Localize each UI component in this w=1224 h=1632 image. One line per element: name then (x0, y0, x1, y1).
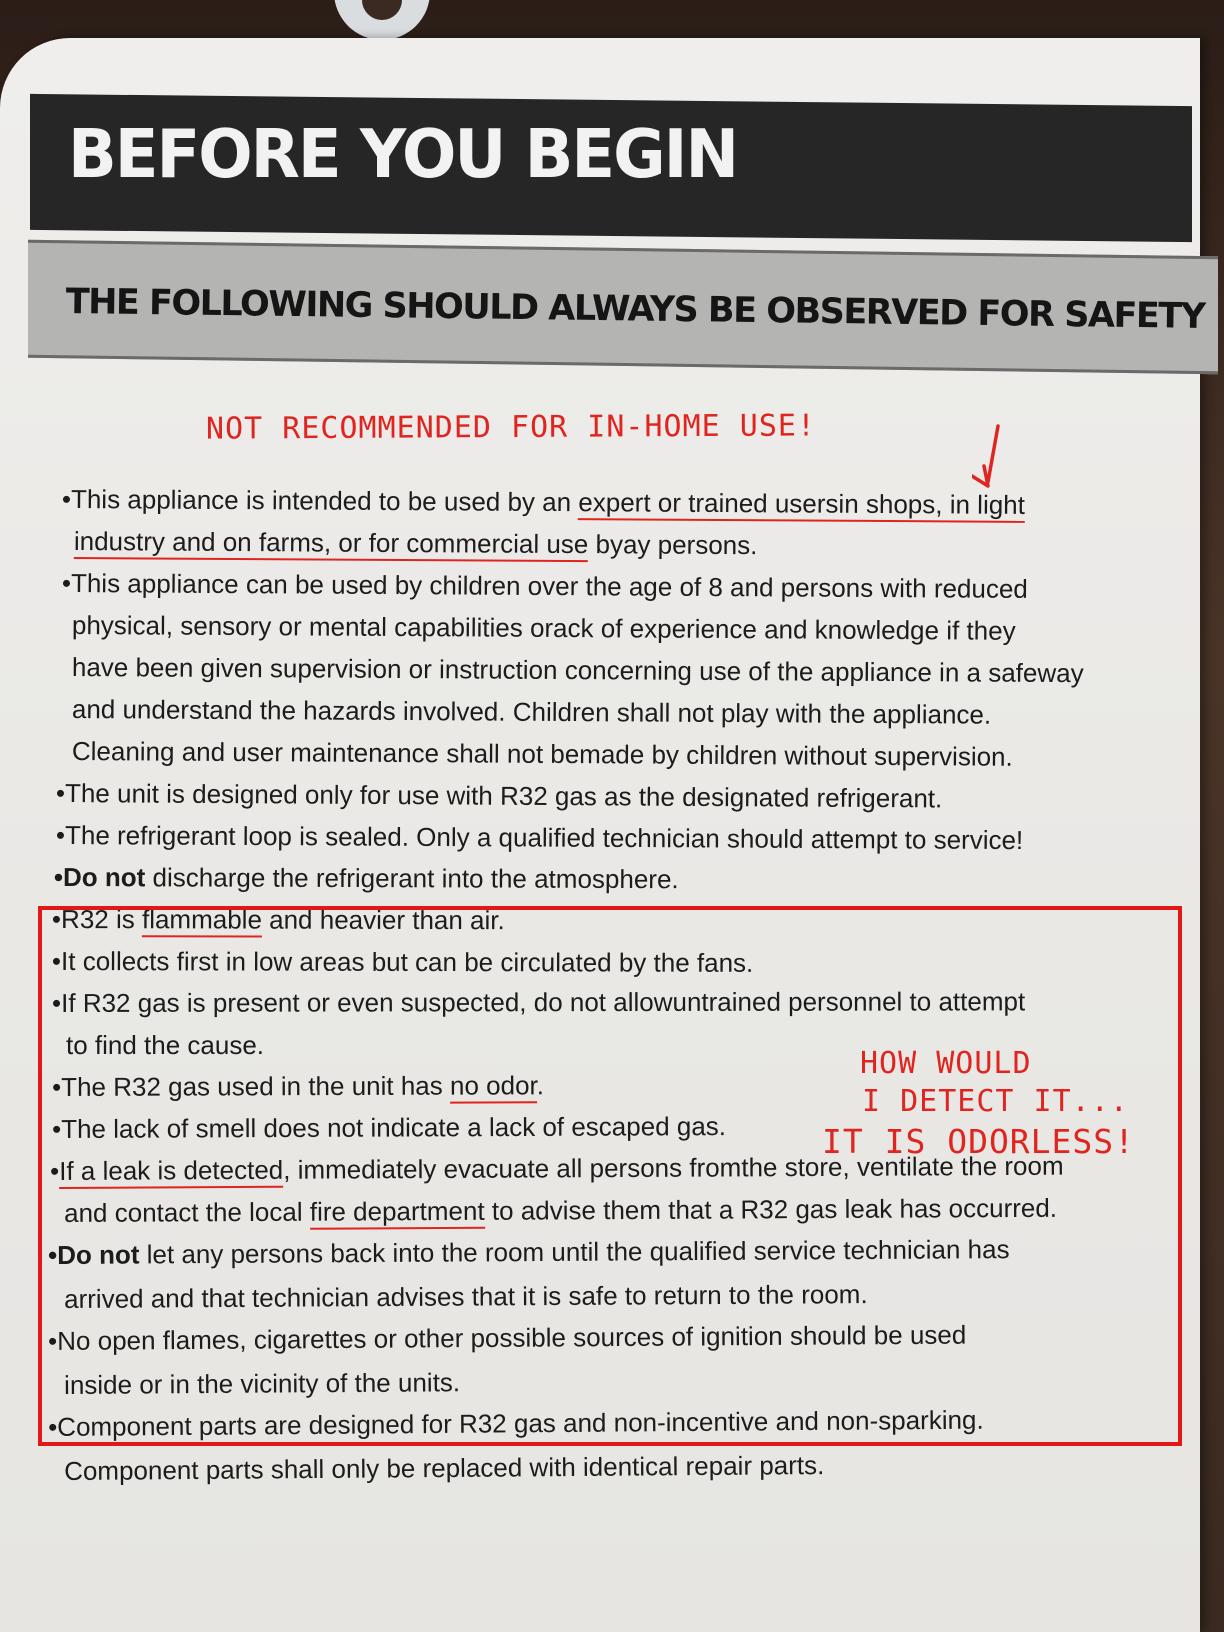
text-span: •R32 is (51, 904, 143, 935)
handwritten-note-how: HOW WOULD (860, 1046, 1032, 1081)
text-span: •This appliance is intended to be used by an (61, 484, 579, 518)
underlined-phrase: industry and on farms, or for commercial use (74, 526, 589, 562)
text-line: to find the cause. (66, 1030, 265, 1060)
handwritten-note-top: NOT RECOMMENDED FOR IN-HOME USE! (205, 408, 817, 447)
text-span: , immediately evacuate all persons fromthe store, ventilate the room (283, 1150, 1064, 1185)
text-line (54, 862, 679, 895)
text-line: •The lack of smell does not indicate a lack of escaped gas. (52, 1111, 727, 1144)
text-line: arrived and that technician advises that it is safe to return to the room. (64, 1279, 868, 1314)
text-span: and heavier than air. (261, 904, 505, 936)
text-line: Component parts shall only be replaced with identical repair parts. (64, 1450, 825, 1486)
text-span: byay persons. (588, 529, 758, 561)
text-line: and understand the hazards involved. Children shall not play with the appliance. (71, 694, 992, 730)
text-line: •No open flames, cigarettes or other possible sources of ignition should be used (48, 1319, 967, 1356)
text-span: . (536, 1070, 545, 1101)
section-subtitle: THE FOLLOWING SHOULD ALWAYS BE OBSERVED FOR SAFETY (65, 282, 1205, 337)
highlight-box (38, 906, 1182, 1446)
text-line (74, 526, 758, 561)
text-span: •The R32 gas used in the unit has (52, 1070, 451, 1102)
text-line: •If R32 gas is present or even suspected, do not allowuntrained personnel to attempt (52, 986, 1026, 1018)
text-line: inside or in the vicinity of the units. (64, 1367, 461, 1400)
text-line: physical, sensory or mental capabilities orack of experience and knowledge if they (71, 610, 1016, 646)
bold-text: •Do not (48, 1239, 140, 1270)
underlined-phrase: If a leak is detected (59, 1155, 283, 1189)
handwritten-note-detect: I DETECT IT... (862, 1084, 1129, 1119)
text-span: and contact the local (64, 1196, 310, 1228)
text-line (62, 484, 1025, 521)
handwritten-note-odorless: IT IS ODORLESS! (822, 1122, 1136, 1161)
text-line: •This appliance can be used by children over the age of 8 and persons with reduced (61, 568, 1028, 604)
underlined-phrase: flammable (142, 904, 262, 937)
text-line: •The unit is designed only for use with R32 gas as the designated refrigerant. (55, 778, 943, 814)
underlined-phrase: expert or trained usersin shops, in light (578, 487, 1025, 523)
text-line: •Component parts are designed for R32 gas and non-incentive and non-sparking. (48, 1404, 984, 1442)
text-line: Cleaning and user maintenance shall not bemade by children without supervision. (71, 736, 1013, 772)
text-line: have been given supervision or instruction concerning use of the appliance in a safeway (71, 652, 1084, 689)
text-line: •The refrigerant loop is sealed. Only a qualified technician should attempt to service! (55, 820, 1024, 856)
page-title: BEFORE YOU BEGIN (68, 116, 738, 194)
underlined-phrase: fire department (310, 1196, 485, 1230)
bold-text: •Do not (53, 862, 146, 893)
text-span: to advise them that a R32 gas leak has occurred. (484, 1192, 1058, 1226)
text-span: • (50, 1155, 60, 1186)
underlined-phrase: no odor (450, 1070, 537, 1103)
text-line: •It collects first in low areas but can be circulated by the fans. (51, 946, 754, 978)
text-span: discharge the refrigerant into the atmosphere. (145, 862, 679, 895)
text-span: let any persons back into the room until the qualified service technician has (139, 1234, 1010, 1270)
